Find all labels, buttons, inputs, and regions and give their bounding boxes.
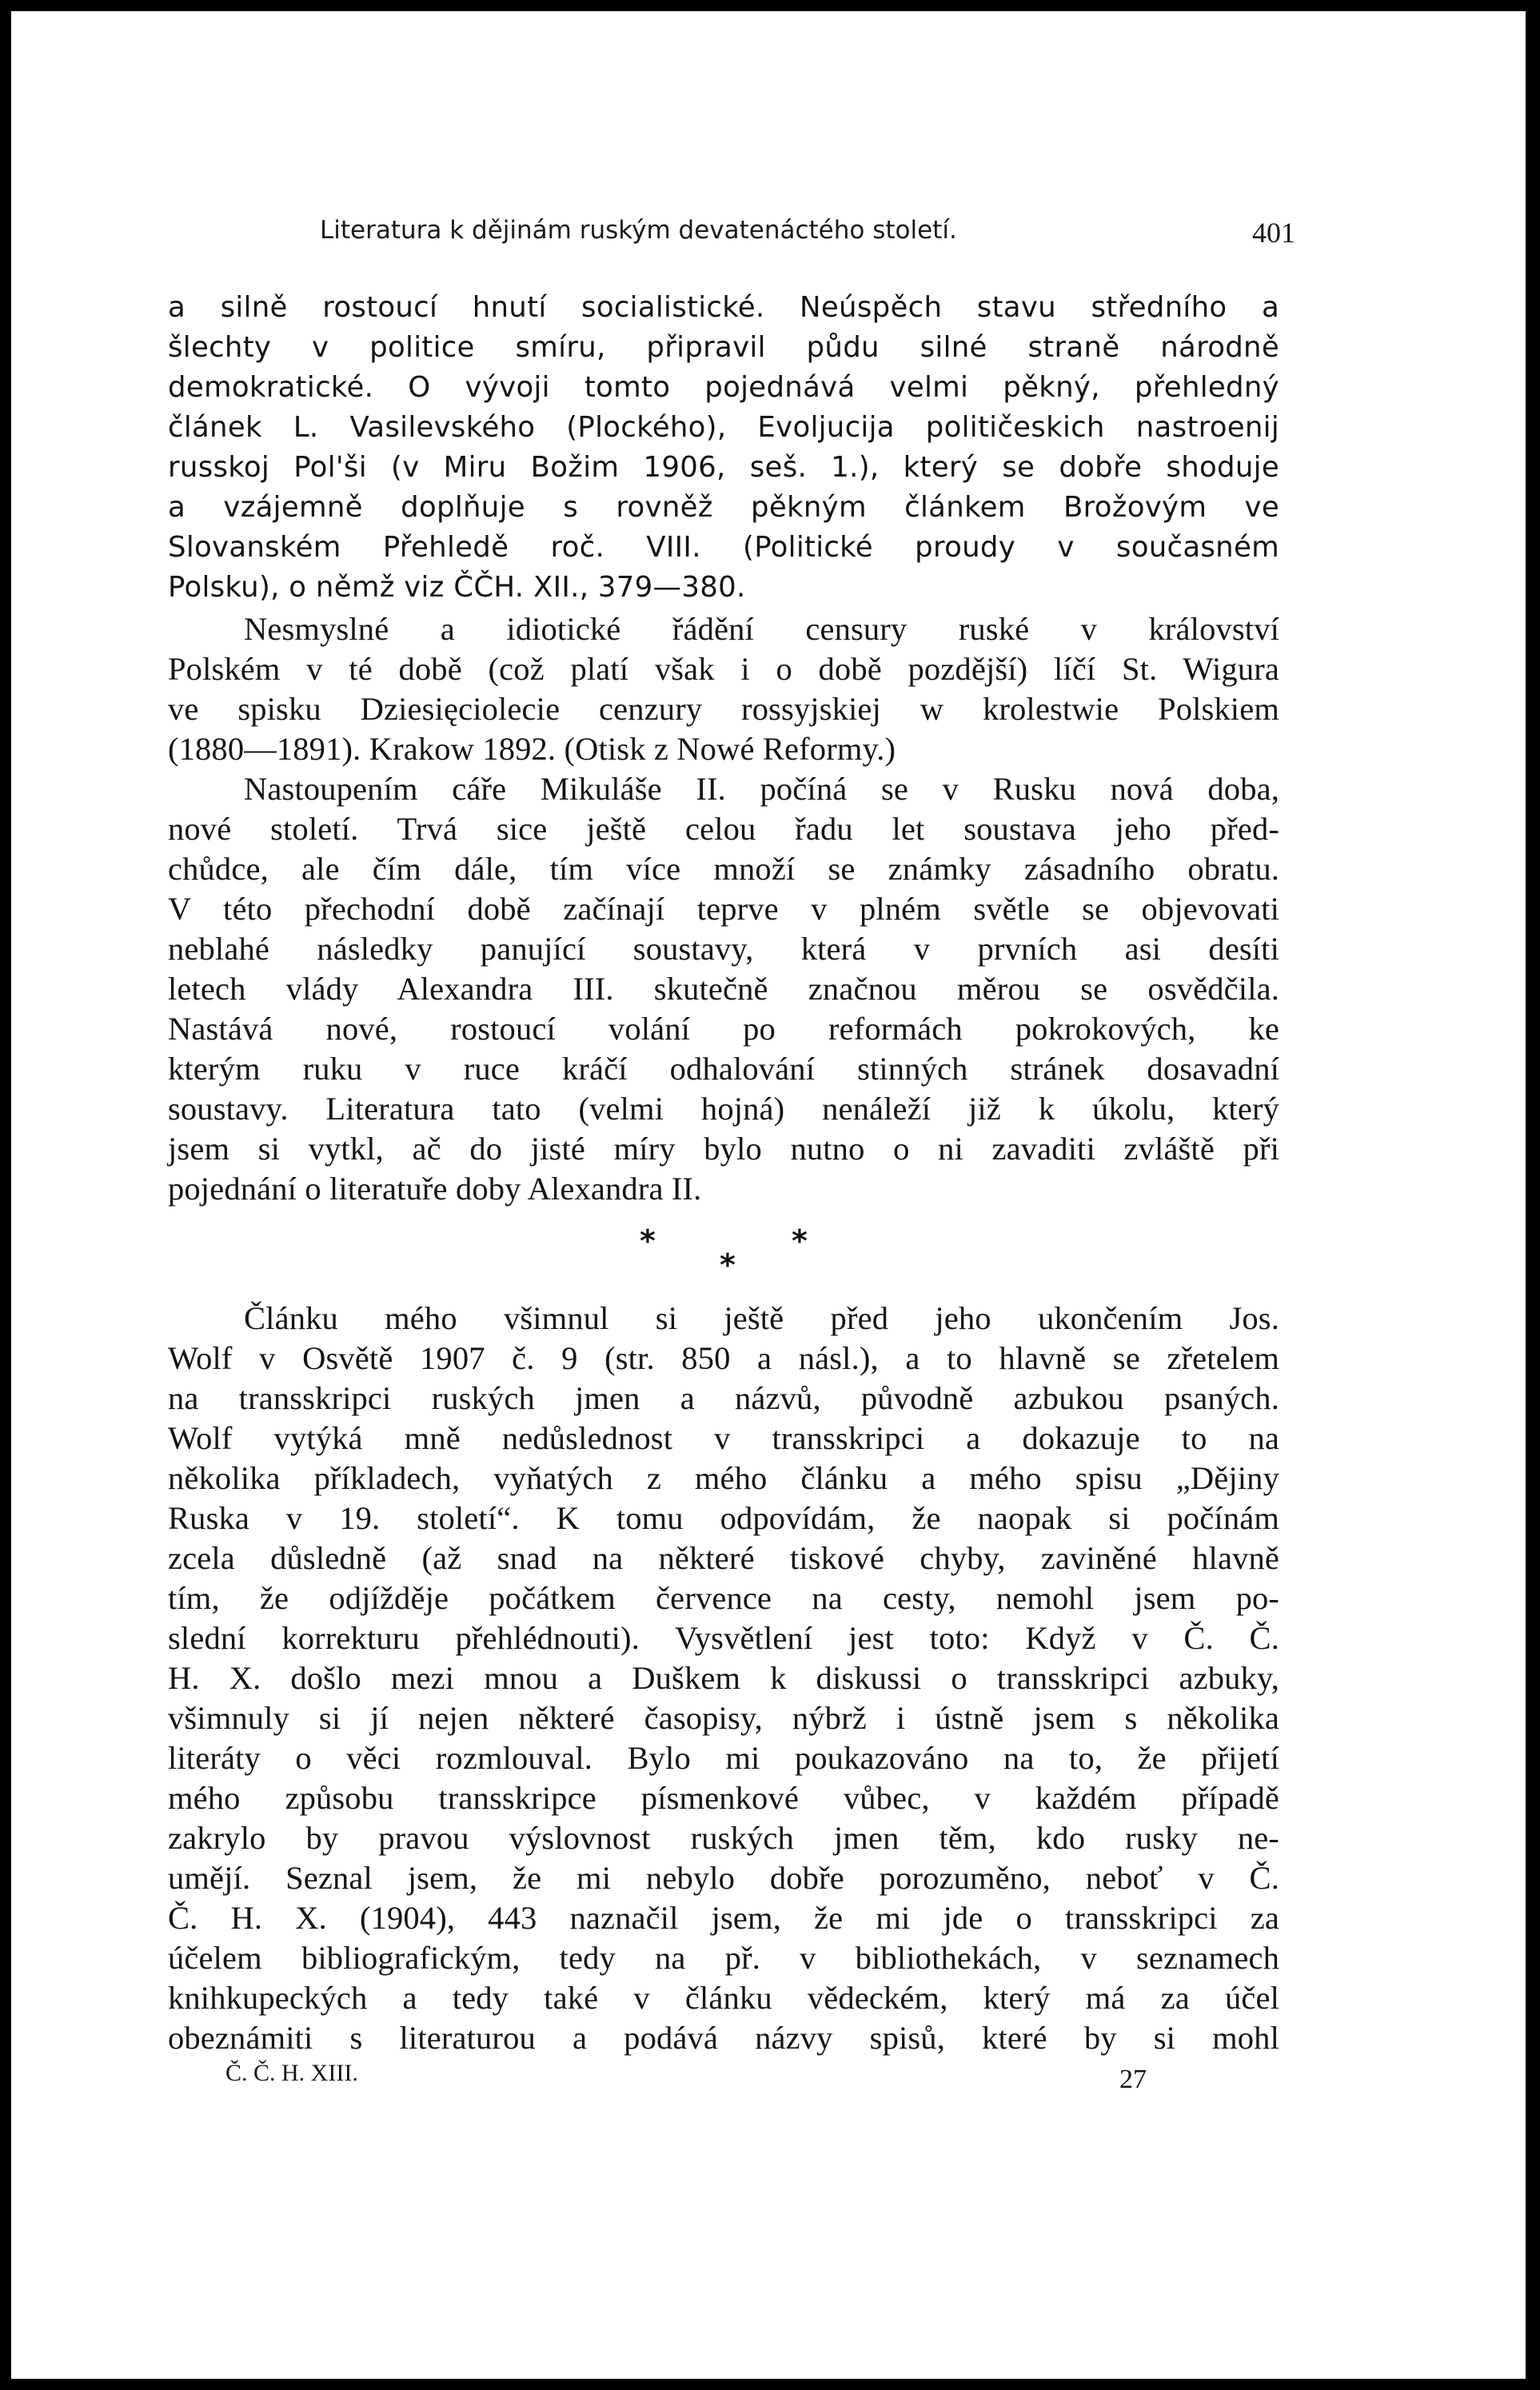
text-line: a vzájemně doplňuje s rovněž pěkným článkem Brožovým ve	[168, 491, 1279, 524]
text-line: šlechty v politice smíru, připravil půdu silné straně národně	[168, 331, 1279, 364]
text-line: V této přechodní době začínají teprve v plném světle se objevovati	[168, 891, 1279, 927]
text-line: Polsku), o němž viz ČČH. XII., 379—380.	[168, 571, 746, 604]
text-line: Polském v té době (což platí však i o době pozdější) líčí St. Wigura	[168, 651, 1279, 687]
text-line: tím, že odjížděje počátkem července na cesty, nemohl jsem po-	[168, 1580, 1279, 1616]
text-line: Wolf vytýká mně nedůslednost v transskripci a dokazuje to na	[168, 1420, 1279, 1456]
text-line: Č. H. X. (1904), 443 naznačil jsem, že mi jde o transskripci za	[168, 1900, 1279, 1936]
text-line: literáty o věci rozmlouval. Bylo mi poukazováno na to, že přijetí	[168, 1740, 1279, 1776]
text-line: umějí. Seznal jsem, že mi nebylo dobře porozuměno, neboť v Č.	[168, 1860, 1279, 1896]
text-line: Slovanském Přehledě roč. VIII. (Politické proudy v současném	[168, 531, 1279, 564]
text-line: neblahé následky panující soustavy, která v prvních asi desíti	[168, 931, 1279, 967]
text-line: H. X. došlo mezi mnou a Duškem k diskussi o transskripci azbuky,	[168, 1660, 1279, 1696]
text-line: Wolf v Osvětě 1907 č. 9 (str. 850 a násl.), a to hlavně se zřetelem	[168, 1340, 1279, 1376]
text-line: soustavy. Literatura tato (velmi hojná) nenáleží již k úkolu, který	[168, 1091, 1279, 1127]
text-line: nové století. Trvá sice ještě celou řadu let soustava jeho před-	[168, 811, 1279, 847]
text-line: několika příkladech, vyňatých z mého článku a mého spisu „Dějiny	[168, 1460, 1279, 1496]
asterisk: *	[720, 1247, 736, 1283]
text-line: russkoj Pol'ši (v Miru Božim 1906, seš. 1.), který se dobře shoduje	[168, 451, 1279, 484]
text-line: obeznámiti s literaturou a podává názvy spisů, které by si mohl	[168, 2020, 1279, 2056]
text-line: kterým ruku v ruce kráčí odhalování stinných stránek dosavadní	[168, 1051, 1279, 1087]
text-line: (1880—1891). Krakow 1892. (Otisk z Nowé Reformy.)	[168, 731, 896, 767]
text-line: slední korrekturu přehlédnouti). Vysvětlení jest toto: Když v Č. Č.	[168, 1620, 1279, 1656]
text-line: pojednání o literatuře doby Alexandra II.	[168, 1171, 702, 1207]
text-line: ve spisku Dziesięciolecie cenzury rossyjskiej w krolestwie Polskiem	[168, 691, 1279, 727]
header-title: Literatura k dějinám ruským devatenáctého století.	[320, 216, 957, 245]
text-line: článek L. Vasilevského (Plockého), Evoljucija političeskich nastroenij	[168, 411, 1279, 444]
text-line: chůdce, ale čím dále, tím více množí se známky zásadního obratu.	[168, 851, 1279, 887]
text-line: letech vlády Alexandra III. skutečně značnou měrou se osvědčila.	[168, 971, 1279, 1007]
text-line: účelem bibliografickým, tedy na př. v bibliothekách, v seznamech	[168, 1940, 1279, 1976]
text-line: zakrylo by pravou výslovnost ruských jmen těm, kdo rusky ne-	[168, 1820, 1279, 1856]
asterisk: *	[792, 1223, 808, 1259]
text-line: všimnuly si jí nejen některé časopisy, nýbrž i ústně jsem s několika	[168, 1700, 1279, 1736]
text-line: knihkupeckých a tedy také v článku vědeckém, který má za účel	[168, 1980, 1279, 2016]
text-line: Nesmyslné a idiotické řádění censury ruské v království	[244, 611, 1279, 647]
text-line: mého způsobu transskripce písmenkové vůbec, v každém případě	[168, 1780, 1279, 1816]
text-line: demokratické. O vývoji tomto pojednává velmi pěkný, přehledný	[168, 371, 1279, 404]
page-number: 401	[1252, 217, 1295, 249]
text-line: Nastoupením cáře Mikuláše II. počíná se v Rusku nová doba,	[244, 771, 1279, 807]
text-line: Článku mého všimnul si ještě před jeho ukončením Jos.	[244, 1300, 1279, 1336]
signature-mark: Č. Č. H. XIII.	[225, 2060, 358, 2086]
text-line: a silně rostoucí hnutí socialistické. Neúspěch stavu středního a	[168, 291, 1279, 324]
text-line: Ruska v 19. století“. K tomu odpovídám, že naopak si počínám	[168, 1500, 1279, 1536]
sheet-number: 27	[1119, 2065, 1147, 2094]
asterisk: *	[640, 1223, 656, 1259]
text-line: jsem si vytkl, ač do jisté míry bylo nutno o ni zavaditi zvláště při	[168, 1131, 1279, 1167]
text-line: Nastává nové, rostoucí volání po reformách pokrokových, ke	[168, 1011, 1279, 1047]
text-line: na transskripci ruských jmen a názvů, původně azbukou psaných.	[168, 1380, 1279, 1416]
text-line: zcela důsledně (až snad na některé tiskové chyby, zaviněné hlavně	[168, 1540, 1279, 1576]
